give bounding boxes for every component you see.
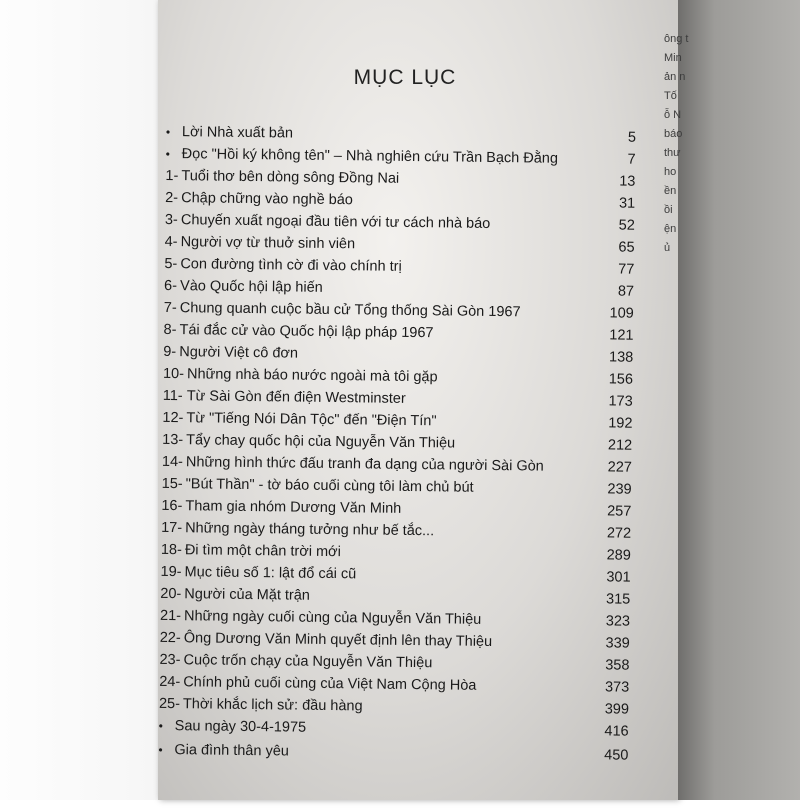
entry-number: 4- bbox=[164, 233, 178, 251]
entry-title: Những hình thức đấu tranh đa dạng của người Sài Gòn bbox=[185, 454, 544, 475]
entry-page-number: 52 bbox=[618, 217, 635, 234]
entry-number: 17- bbox=[161, 519, 183, 537]
adjacent-fragment: ản n bbox=[664, 71, 686, 83]
entry-page-number: 5 bbox=[627, 129, 637, 146]
adjacent-fragment: ông t bbox=[664, 33, 689, 45]
entry-title: Lời Nhà xuất bản bbox=[181, 124, 294, 142]
entry-title: Những ngày cuối cùng của Nguyễn Văn Thiệu bbox=[183, 608, 482, 628]
entry-page-number: 138 bbox=[608, 349, 634, 366]
entry-number: 5- bbox=[164, 255, 178, 273]
entry-number: 3- bbox=[164, 211, 178, 229]
entry-page-number: 301 bbox=[606, 569, 631, 586]
entry-page-number: 239 bbox=[607, 481, 632, 498]
bullet-marker: • bbox=[158, 718, 164, 733]
adjacent-fragment: ồi bbox=[664, 204, 673, 216]
entry-title: Đi tìm một chân trời mới bbox=[184, 542, 341, 561]
entry-page-number: 450 bbox=[604, 747, 629, 764]
entry-number: 19- bbox=[160, 563, 182, 581]
entry-title: Gia đình thân yêu bbox=[174, 742, 289, 760]
entry-title: Chính phủ cuối cùng của Việt Nam Cộng Hòa bbox=[183, 674, 477, 694]
adjacent-fragment: ho bbox=[664, 166, 677, 178]
adjacent-fragment: thư bbox=[664, 147, 681, 159]
entry-title: Người Việt cô đơn bbox=[179, 344, 299, 362]
entry-number: 15- bbox=[161, 475, 183, 493]
entry-number: 2- bbox=[165, 189, 179, 207]
entry-number: 22- bbox=[159, 629, 181, 647]
adjacent-fragment: ền bbox=[664, 185, 677, 197]
entry-title: Từ "Tiếng Nói Dân Tộc" đến "Điện Tín" bbox=[186, 410, 437, 430]
entry-page-number: 315 bbox=[605, 591, 631, 608]
bullet-marker: • bbox=[158, 742, 163, 757]
page-title: MỤC LỤC bbox=[353, 66, 457, 89]
entry-page-number: 7 bbox=[627, 151, 636, 168]
entry-title: Cuộc trốn chạy của Nguyễn Văn Thiệu bbox=[183, 652, 433, 672]
adjacent-fragment: ỗ N bbox=[664, 109, 682, 121]
entry-page-number: 373 bbox=[604, 679, 630, 696]
entry-number: 12- bbox=[162, 409, 184, 427]
entry-title: Vào Quốc hội lập hiến bbox=[179, 278, 323, 296]
entry-title: Thời khắc lịch sử: đầu hàng bbox=[182, 696, 363, 715]
entry-page-number: 109 bbox=[609, 305, 634, 322]
entry-title: Tuổi thơ bên dòng sông Đồng Nai bbox=[181, 168, 400, 187]
entry-page-number: 121 bbox=[609, 327, 634, 344]
entry-page-number: 339 bbox=[605, 635, 630, 652]
entry-page-number: 156 bbox=[608, 371, 634, 388]
entry-title: Những ngày tháng tưởng như bế tắc... bbox=[185, 520, 435, 540]
bullet-marker: • bbox=[165, 124, 171, 140]
toc-entry bbox=[158, 742, 628, 770]
entry-page-number: 173 bbox=[608, 393, 633, 410]
entry-page-number: 13 bbox=[619, 173, 636, 190]
entry-number: 14- bbox=[161, 453, 184, 471]
entry-title: Đọc "Hồi ký không tên" – Nhà nghiên cứu Trần Bạch Đằng bbox=[181, 146, 559, 167]
entry-title: Tái đắc cử vào Quốc hội lập pháp 1967 bbox=[179, 322, 434, 342]
entry-number: 1- bbox=[165, 167, 179, 185]
entry-page-number: 399 bbox=[604, 701, 630, 718]
entry-page-number: 77 bbox=[618, 261, 635, 278]
entry-title: Người vợ từ thuở sinh viên bbox=[180, 234, 356, 253]
adjacent-fragment: Min bbox=[664, 52, 682, 64]
entry-title: Chuyến xuất ngoại đầu tiên với tư cách nhà báo bbox=[180, 212, 491, 232]
entry-number: 8- bbox=[163, 321, 177, 339]
entry-page-number: 272 bbox=[606, 525, 632, 542]
adjacent-fragment: ủ bbox=[664, 242, 671, 254]
entry-number: 23- bbox=[159, 651, 181, 669]
adjacent-fragment: Tố bbox=[664, 90, 677, 102]
entry-number: 13- bbox=[162, 431, 184, 449]
entry-page-number: 87 bbox=[617, 283, 635, 300]
entry-number: 10- bbox=[162, 365, 185, 383]
entry-number: 24- bbox=[159, 673, 181, 691]
entry-number: 6- bbox=[163, 277, 178, 295]
entry-number: 20- bbox=[160, 585, 182, 603]
entry-title: Những nhà báo nước ngoài mà tôi gặp bbox=[186, 366, 438, 386]
entry-title: Chập chững vào nghề báo bbox=[181, 190, 354, 209]
entry-number: 9- bbox=[163, 343, 177, 361]
entry-page-number: 227 bbox=[607, 459, 633, 476]
entry-number: 7- bbox=[163, 299, 177, 317]
entry-page-number: 65 bbox=[618, 239, 635, 256]
bullet-marker: • bbox=[165, 146, 170, 162]
entry-title: Chung quanh cuộc bầu cử Tổng thống Sài Gòn 1967 bbox=[179, 300, 521, 321]
entry-page-number: 358 bbox=[605, 657, 630, 674]
entry-title: Sau ngày 30-4-1975 bbox=[174, 718, 307, 736]
entry-number: 16- bbox=[161, 497, 183, 515]
entry-title: Người của Mặt trận bbox=[184, 586, 311, 604]
entry-number: 18- bbox=[160, 541, 182, 559]
entry-page-number: 323 bbox=[605, 613, 631, 630]
entry-number: 25- bbox=[158, 695, 181, 713]
adjacent-fragment: báo bbox=[664, 128, 683, 140]
entry-title: Tham gia nhóm Dương Văn Minh bbox=[185, 498, 402, 517]
entry-page-number: 257 bbox=[607, 503, 632, 520]
entry-page-number: 416 bbox=[604, 723, 629, 740]
entry-title: Mục tiêu số 1: lật đổ cái cũ bbox=[184, 564, 357, 583]
entry-title: Ông Dương Văn Minh quyết định lên thay Thiệu bbox=[183, 630, 493, 650]
entry-title: Từ Sài Gòn đến điện Westminster bbox=[186, 388, 406, 407]
entry-page-number: 31 bbox=[618, 195, 636, 212]
toc-entry bbox=[159, 718, 629, 746]
entry-title: Con đường tình cờ đi vào chính trị bbox=[180, 256, 402, 275]
entry-page-number: 212 bbox=[607, 437, 633, 454]
entry-number: 11- bbox=[162, 387, 183, 405]
entry-number: 21- bbox=[159, 607, 182, 625]
entry-page-number: 289 bbox=[606, 547, 631, 564]
adjacent-fragment: ện bbox=[664, 223, 677, 235]
entry-page-number: 192 bbox=[608, 415, 633, 432]
entry-title: "Bút Thần" - tờ báo cuối cùng tôi làm chủ bút bbox=[185, 476, 474, 496]
entry-title: Tẩy chay quốc hội của Nguyễn Văn Thiệu bbox=[186, 432, 456, 452]
